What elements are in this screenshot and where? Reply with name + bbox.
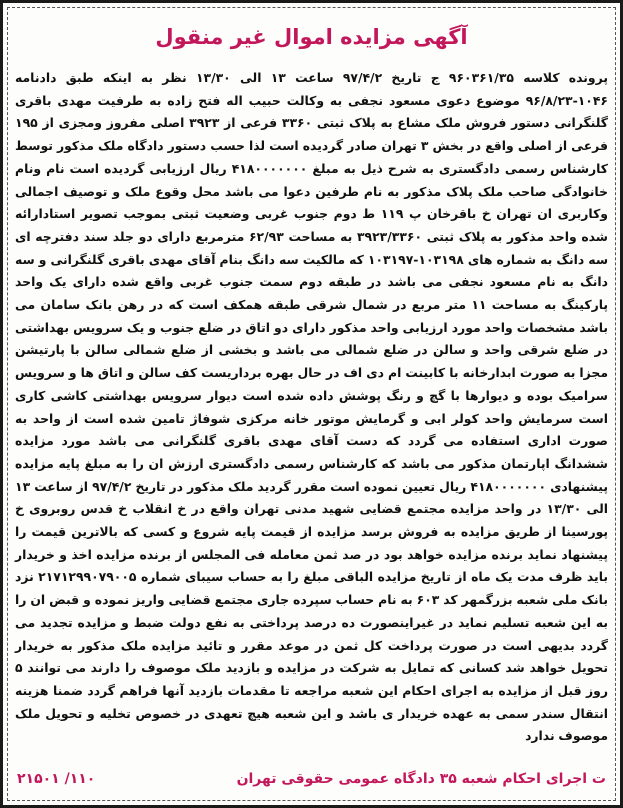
notice-title: آگهی مزایده اموال غیر منقول xyxy=(155,25,468,49)
reference-number: ۲۱۵۰۱ /۱۱۰ xyxy=(17,771,96,787)
issuer-signature: ت اجرای احکام شعبه ۳۵ دادگاه عمومی حقوقی تهران xyxy=(236,771,606,787)
notice-footer xyxy=(17,771,606,787)
notice-body: پرونده کلاسه ۹۶۰۳۶۱/۳۵ ج تاریخ ۹۷/۴/۲ ساعت ۱۳ الی ۱۳/۳۰ نظر به اینکه طبق دادنامه ۱۰۴۶-۹۶/۸/۲۳ موضوع دعوی مسعود نجفی به وکالت حبیب اله فتح زاده به طرفیت مهدی باقری گلنگرانی دستور فروش ملک مشاع به پلاک ثبتی ۳۳۶۰ فرعی از ۳۹۲۳ اصلی مفروز ومجزی از ۱۹۵ فرعی از اصلی واقع در بخش ۳ تهران صادر گردیده است لذا حسب دستور دادگاه ملک مذکور توسط کارشناس رسمی دادگستری به شرح ذیل به مبلغ ۴۱۸۰۰۰۰۰۰۰ ریال ارزیابی گردیده است نام ونام خانوادگی صاحب ملک پلاک مذکور به نام طرفین دعوا می باشد محل وقوع ملک و توصیف اجمالی وکاربری ان تهران خ باقرخان پ ۱۱۹ ط دوم جنوب غربی وضعیت ثبتی بموجب تصویر استادارائه شده واحد مذکور به پلاک ثبتی ۳۹۲۳/۳۳۶۰ به مساحت ۶۲/۹۳ مترمربع دارای دو جلد سند دفترچه ای سه دانگ به شماره های ۱۰۳۱۹۸-۱۰۳۱۹۷ که مالکیت سه دانگ بنام آقای مهدی باقری گلنگرانی و سه دانگ به نام مسعود نجفی می باشد در طبقه دوم سمت جنوب غربی واقع شده دارای یک واحد پارکینگ به مساحت ۱۱ متر مربع در شمال شرقی طبقه همکف است که در رهن بانک سامان می باشد مشخصات واحد مورد ارزیابی واحد مذکور دارای دو اتاق در ضلع جنوب و یک سرویس بهداشتی در ضلع شرقی واحد و سالن در ضلع شمالی می باشد و بخشی از ضلع شمالی سالن با پارتیشن مجزا به صورت ابدارخانه با کابینت ام دی اف در حال بهره برداریست کف سالن و اتاق ها و سرویس سرامیک بوده و دیوارها با گچ و رنگ پوشش داده شده است دیوار سرویس بهداشتی کاشی کاری است سرمایش واحد کولر ابی و گرمایش موتور خانه مرکزی شوفاژ تامین شده است از واحد به صورت اداری استفاده می گردد که دست آقای مهدی باقری گلنگرانی می باشد مورد مزایده ششدانگ اپارتمان مذکور می باشد که کارشناس رسمی دادگستری ارزش ان را به مبلغ پایه مزایده پیشنهادی ۴۱۸۰۰۰۰۰۰۰ ریال تعیین نموده است مقرر گردید ملک مذکور در تاریخ ۹۷/۴/۲ از ساعت ۱۳ الی ۱۳/۳۰ در واحد مزایده مجتمع قضایی شهید مدنی تهران واقع در خ انقلاب خ قدس روبروی خ پورسینا از طریق مزایده به فروش برسد مزایده از قیمت پایه شروع و کسی که بالاترین قیمت را پیشنهاد نماید برنده مزایده خواهد بود در صد ثمن معامله فی المجلس از برنده مزایده اخذ و خریدار باید ظرف مدت یک ماه از تاریخ مزایده الباقی مبلغ را به حساب سیبای شماره ۲۱۷۱۲۹۹۰۷۹۰۰۵ نزد بانک ملی شعبه بزرگمهر کد ۶۰۳ به نام حساب سپرده جاری مجتمع قضایی واریز نموده و قبض ان را به این شعبه تسلیم نماید در غیراینصورت ده درصد پرداختی به نفع دولت ضبط و مزایده تجدید می گردد بدیهی است در صورت پرداخت کل ثمن در موعد مقرر و تائید مزایده ملک مذکور به خریدار تحویل خواهد شد کسانی که تمایل به شرکت در مزایده و بازدید ملک موصوف را دارند می توانند ۵ روز قبل از مزایده به اجرای احکام این شعبه مراجعه تا مقدمات بازدید آنها فراهم گردد ضمنا هزینه انتقال سندر سمی به عهده خریدار ی باشد و این شعبه هیچ تعهدی در خصوص تخلیه و تحویل ملک موصوف ندارد xyxy=(15,70,609,744)
